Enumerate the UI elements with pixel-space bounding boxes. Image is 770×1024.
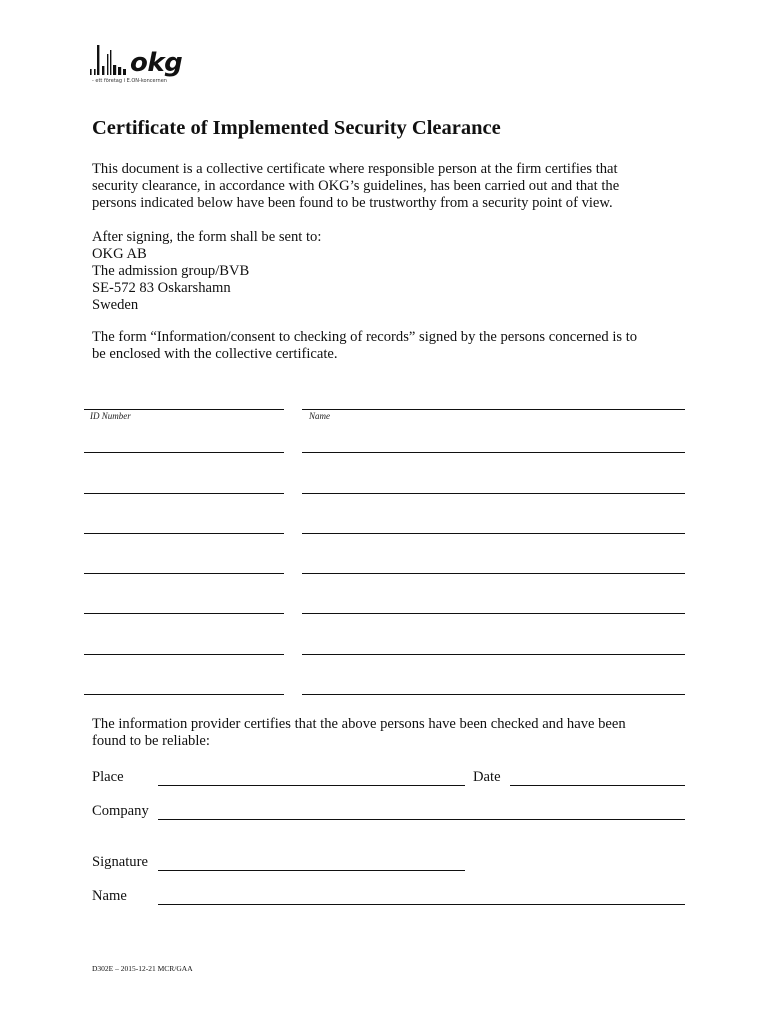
name-field[interactable]	[302, 694, 685, 695]
text-line: security clearance, in accordance with OKG’s guidelines, has been carried out and that the	[92, 178, 620, 194]
id-number-field[interactable]	[84, 694, 284, 695]
name-field[interactable]	[302, 493, 685, 494]
date-field[interactable]	[510, 785, 685, 786]
text-line: persons indicated below have been found to be trustworthy from a security point of view.	[92, 195, 613, 211]
id-number-field[interactable]	[84, 493, 284, 494]
company-label: Company	[92, 803, 149, 819]
okg-logo	[88, 40, 198, 86]
page-title: Certificate of Implemented Security Clearance	[92, 117, 501, 139]
id-number-field[interactable]	[84, 613, 284, 614]
id-column-header-rule	[84, 409, 284, 410]
id-number-field[interactable]	[84, 654, 284, 655]
date-label: Date	[473, 769, 501, 785]
intro-paragraph	[92, 161, 692, 212]
logo-wordmark: okg	[130, 48, 183, 78]
name-label: Name	[92, 888, 127, 904]
certification-paragraph	[92, 716, 692, 750]
text-line: found to be reliable:	[92, 733, 210, 749]
text-line: The form “Information/consent to checking of records” signed by the persons concerned is to	[92, 329, 638, 345]
enclosure-paragraph	[92, 329, 692, 363]
name-column-label: Name	[309, 411, 330, 421]
address-line: OKG AB	[92, 246, 147, 262]
address-line: Sweden	[92, 297, 139, 313]
company-field[interactable]	[158, 819, 685, 820]
address-line: SE-572 83 Oskarshamn	[92, 280, 231, 296]
logo-tagline: - ett företag i E.ON-koncernen	[92, 78, 167, 84]
document-reference: D302E – 2015-12-21 MCR/GAA	[92, 964, 193, 973]
id-number-field[interactable]	[84, 533, 284, 534]
signature-field[interactable]	[158, 870, 465, 871]
name-field[interactable]	[302, 613, 685, 614]
name-field[interactable]	[302, 573, 685, 574]
name-field[interactable]	[302, 654, 685, 655]
text-line: The information provider certifies that the above persons have been checked and have been	[92, 716, 626, 732]
address-line: After signing, the form shall be sent to:	[92, 229, 322, 245]
place-label: Place	[92, 769, 124, 785]
id-number-field[interactable]	[84, 573, 284, 574]
id-number-field[interactable]	[84, 452, 284, 453]
name-field[interactable]	[302, 452, 685, 453]
place-field[interactable]	[158, 785, 465, 786]
address-block	[92, 229, 692, 314]
text-line: This document is a collective certificate where responsible person at the firm certifies that	[92, 161, 618, 177]
name-column-header-rule	[302, 409, 685, 410]
id-number-column-label: ID Number	[90, 411, 131, 421]
okg-logo-icon	[88, 40, 132, 76]
text-line: be enclosed with the collective certificate.	[92, 346, 338, 362]
signature-label: Signature	[92, 854, 148, 870]
signatory-name-field[interactable]	[158, 904, 685, 905]
address-line: The admission group/BVB	[92, 263, 250, 279]
name-field[interactable]	[302, 533, 685, 534]
